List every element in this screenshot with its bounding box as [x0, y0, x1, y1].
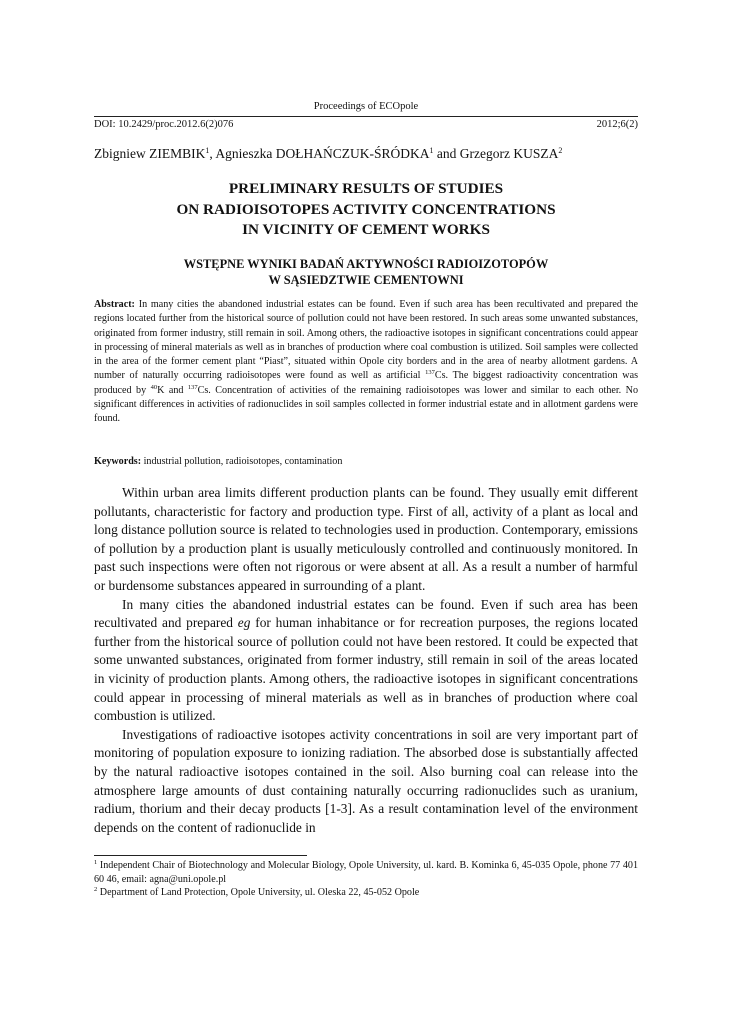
doi-label: DOI: 10.2429/proc.2012.6(2)076	[94, 119, 234, 130]
issue-label: 2012;6(2)	[596, 119, 638, 130]
title-line: WSTĘPNE WYNIKI BADAŃ AKTYWNOŚCI RADIOIZOTOPÓW	[183, 257, 549, 271]
footnote-divider	[94, 855, 307, 856]
footnote-text: Department of Land Protection, Opole University, ul. Oleska 22, 45-052 Opole	[97, 887, 420, 898]
keywords-label: Keywords:	[94, 456, 142, 467]
paragraph-text: for human inhabitance or for recreation purposes, the regions located further from the historical source of pollution could not have been restored. It could be expected that some unwanted substances, originated from former industry, still remain in soil of the areas located in vicinity of production plants. Among others, the radioactive isotopes in significant concentrations could appear in processing of mineral materials as well as in branches of production where coal combustion is utilized.	[94, 615, 638, 724]
title-line: W SĄSIEDZTWIE CEMENTOWNI	[268, 273, 464, 287]
footnote-text: Independent Chair of Biotechnology and Molecular Biology, Opole University, ul. kard. B. Kominka 6, 45-035 Opole, phone 77 401 60 46, email: agna@uni.opole.pl	[94, 860, 638, 885]
body-text	[94, 484, 638, 837]
body-paragraph: Investigations of radioactive isotopes activity concentrations in soil are very important part of monitoring of population exposure to ionizing radiation. The absorbed dose is substantially affected by the natural radioactive isotopes contained in the soil. Also burning coal can release into the atmosphere large amounts of dust containing naturally occurring radionuclides such as uranium, radium, thorium and their decay products [1-3]. As a result contamination level of the environment depends on the content of radionuclide in	[94, 726, 638, 835]
author-name: Grzegorz KUSZA	[459, 146, 559, 161]
title-line: PRELIMINARY RESULTS OF STUDIES	[228, 180, 504, 197]
footnote-marker: 1	[94, 859, 98, 866]
author-affiliation-marker: 2	[558, 146, 563, 155]
abstract-text: In many cities the abandoned industrial estates can be found. Even if such area has been recultivated and prepared the regions located further from the historical source of pollution could not have been restored. In such areas some unwanted substances, originated from former industry, still remain in soil. Among others, the radioactive isotopes in significant concentrations could appear in processing of mineral materials as well as in branches of production where coal combustion is utilized. Soil samples were collected in the area of the former cement plant “Piast”, situated within Opole city borders and in the area of nearby allotment gardens. A number of naturally occurring radioisotopes were found as well as artificial	[94, 299, 638, 382]
body-paragraph	[94, 596, 638, 726]
isotope-mass-number: 137	[187, 383, 198, 391]
paragraph-text: In many cities the abandoned industrial estates can be found. Even if such area has been recultivated and prepared	[94, 596, 638, 631]
isotope-symbol: Cs	[434, 370, 446, 382]
footnote-marker: 2	[94, 886, 98, 893]
paper-title-polish	[94, 256, 638, 288]
author-affiliation-marker: 1	[429, 146, 434, 155]
abstract-label: Abstract:	[94, 299, 135, 310]
proceedings-header: Proceedings of ECOpole	[313, 101, 419, 112]
keywords-section	[94, 456, 638, 467]
author-affiliation-marker: 1	[205, 146, 210, 155]
title-line: IN VICINITY OF CEMENT WORKS	[242, 221, 490, 238]
italic-abbreviation: eg	[237, 615, 251, 631]
isotope-mass-number: 137	[425, 369, 435, 377]
keywords-text: industrial pollution, radioisotopes, contamination	[141, 456, 343, 467]
isotope-symbol: K and	[157, 384, 188, 396]
footnote	[94, 886, 638, 900]
paper-title-english	[94, 179, 638, 241]
author-name: Agnieszka DOŁHAŃCZUK-ŚRÓDKA	[215, 146, 430, 161]
abstract-text: . The biggest radioactivity concentration was produced by	[94, 370, 638, 396]
abstract-section	[94, 298, 638, 427]
header-divider	[94, 116, 638, 117]
footnote	[94, 859, 638, 886]
isotope-mass-number: 40	[150, 383, 158, 391]
author-name: Zbigniew ZIEMBIK	[94, 146, 206, 161]
abstract-text: Cs. Concentration of activities of the remaining radioisotopes was lower and similar to each other. No significant differences in activities of radionuclides in soil samples collected in former industrial estate and in allotment gardens were found.	[94, 384, 638, 425]
author-separator: ,	[209, 146, 216, 161]
footnotes-section	[94, 859, 638, 900]
title-line: ON RADIOISOTOPES ACTIVITY CONCENTRATIONS	[176, 200, 556, 218]
author-separator: and	[433, 146, 460, 161]
body-paragraph: Within urban area limits different production plants can be found. They usually emit different pollutants, characteristic for factory and production type. First of all, activity of a plant as local and long distance pollution source is related to technologies used in production. Contemporary, emissions of pollution by a production plant is usually meticulously controlled and continuously monitored. In past such inspections were often not rigorous or were absent at all. As a result a number of harmful or burdensome substances appeared in surrounding of a plant.	[94, 485, 638, 593]
author-list	[94, 146, 654, 162]
